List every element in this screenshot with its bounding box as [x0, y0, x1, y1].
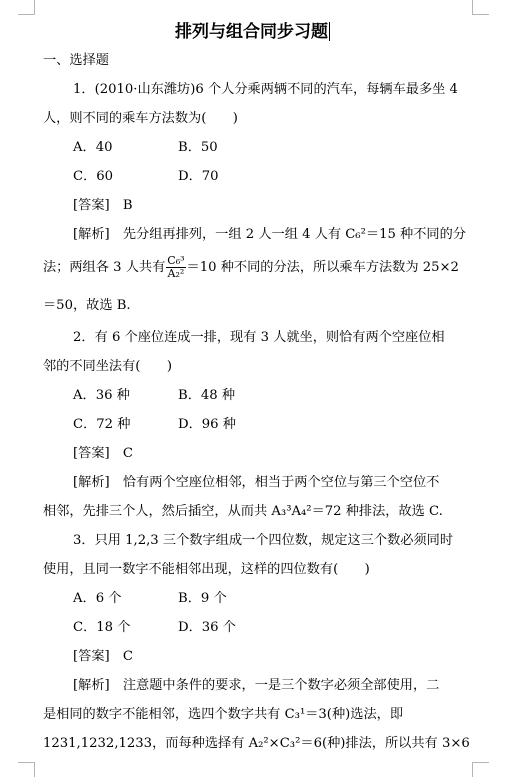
crop-mark-bottom-right [472, 762, 489, 777]
q2-explanation-line1: [解析] 恰有两个空座位相邻，相当于两个空位与第三个空位不 [73, 475, 440, 490]
q3-option-d: D．36 个 [178, 620, 236, 635]
q2-options-row2 [73, 416, 236, 434]
q3-options-row1 [73, 590, 227, 608]
q1-explanation-line3: ＝50，故选 B. [43, 298, 131, 313]
q3-explanation-line3: 1231,1232,1233，而每种选择有 A₂²×C₃²＝6(种)排法，所以共有 3×6 [43, 736, 470, 751]
q1-explanation-line2-pre: 法；两组各 3 人共有 [43, 260, 166, 275]
crop-mark-top-right [472, 0, 489, 15]
q2-option-b: B．48 种 [178, 388, 236, 403]
q1-option-a: A．40 [73, 140, 113, 155]
q1-options-row1 [73, 139, 218, 157]
q2-explanation-line2: 相邻，先排三个人，然后插空，从而共 A₃³A₄²＝72 种排法，故选 C. [43, 504, 443, 519]
q2-option-c: C．72 种 [73, 417, 131, 432]
q1-explanation-line2-post: ＝10 种不同的分法，所以乘车方法数为 25×2 [186, 260, 459, 275]
q2-stem-line2: 邻的不同坐法有( ) [43, 359, 172, 374]
q1-stem-line2: 人，则不同的乘车方法数为( ) [43, 111, 238, 126]
q3-stem-line1: 3．只用 1,2,3 三个数字组成一个四位数，规定这三个数必须同时 [73, 533, 454, 548]
q2-option-d: D．96 种 [178, 417, 236, 432]
document-title [0, 17, 505, 42]
q3-explanation-line2: 是相同的数字不能相邻，选四个数字共有 C₃¹＝3(种)选法，即 [43, 707, 404, 722]
q3-explanation-line1: [解析] 注意题中条件的要求，一是三个数字必须全部使用，二 [73, 678, 440, 693]
q2-stem-line1: 2．有 6 个座位连成一排，现有 3 人就坐，则恰有两个空座位相 [73, 330, 445, 345]
fraction-numerator: C₆³ [167, 254, 185, 267]
title-text: 排列与组合同步习题 [175, 22, 328, 42]
crop-mark-bottom-left [18, 762, 35, 777]
q1-option-b: B．50 [178, 140, 218, 155]
q1-option-c: C．60 [73, 169, 114, 184]
q1-options-row2 [73, 168, 219, 186]
fraction-denominator: A₂² [167, 267, 185, 280]
q1-explanation-line1: [解析] 先分组再排列，一组 2 人一组 4 人有 C₆²＝15 种不同的分 [73, 227, 466, 242]
q3-option-a: A．6 个 [73, 591, 122, 606]
text-cursor [329, 22, 330, 41]
q3-options-row2 [73, 619, 236, 637]
q1-explanation-line2 [43, 255, 459, 280]
crop-mark-top-left [18, 0, 35, 15]
q1-stem-line1: 1．(2010·山东潍坊)6 个人分乘两辆不同的汽车，每辆车最多坐 4 [73, 82, 458, 97]
section-heading: 一、选择题 [43, 53, 109, 68]
q2-option-a: A．36 种 [73, 388, 130, 403]
q1-answer: [答案] B [73, 198, 133, 213]
q3-answer: [答案] C [73, 649, 133, 664]
q3-option-c: C．18 个 [73, 620, 131, 635]
q3-option-b: B．9 个 [178, 591, 227, 606]
q2-answer: [答案] C [73, 446, 133, 461]
combination-fraction [166, 255, 185, 280]
q1-option-d: D．70 [178, 169, 219, 184]
q3-stem-line2: 使用，且同一数字不能相邻出现，这样的四位数有( ) [43, 562, 370, 577]
q2-options-row1 [73, 387, 235, 405]
